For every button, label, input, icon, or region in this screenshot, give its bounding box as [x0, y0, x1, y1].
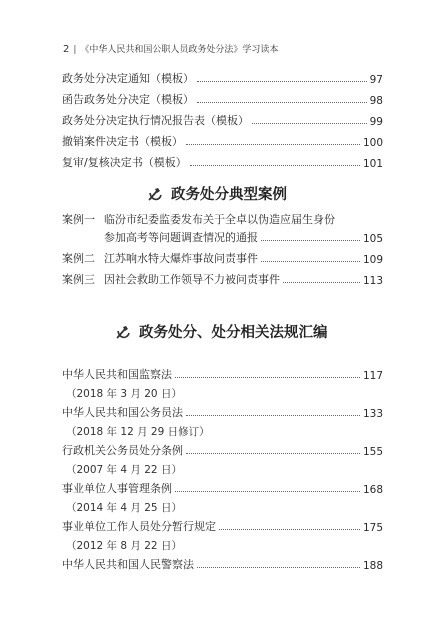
- toc-entry-title: 政务处分决定执行情况报告表（模板）: [62, 114, 249, 127]
- toc-entry-page: 113: [362, 275, 383, 287]
- law-title: 行政机关公务员处分条例: [62, 444, 183, 457]
- running-header: [63, 42, 278, 55]
- toc-entry-page: 99: [369, 116, 383, 128]
- dot-leader: [175, 377, 360, 378]
- toc-entry-case-2[interactable]: [62, 248, 383, 266]
- toc-entry-template-3[interactable]: [62, 110, 383, 128]
- case-label: 案例二: [62, 252, 95, 265]
- toc-entry-page: 101: [362, 158, 383, 170]
- law-title: 中华人民共和国公务员法: [62, 406, 183, 419]
- toc-entry-page: 133: [362, 408, 383, 420]
- toc-entry-template-1[interactable]: [62, 68, 383, 86]
- running-title: 《中华人民共和国公职人员政务处分法》学习读本: [80, 45, 279, 55]
- dot-leader: [252, 123, 367, 124]
- dot-leader: [186, 415, 360, 416]
- dot-leader: [219, 529, 360, 530]
- dot-leader: [197, 102, 367, 103]
- toc-entry-title: 撤销案件决定书（模板）: [62, 135, 183, 148]
- toc-entry-page: 98: [369, 95, 383, 107]
- toc-entry-law-3[interactable]: [62, 440, 383, 458]
- toc-entry-title: 复审/复核决定书（模板）: [62, 156, 187, 169]
- dot-leader: [186, 453, 360, 454]
- toc-entry-case-1[interactable]: [62, 209, 383, 227]
- law-title: 事业单位工作人员处分暂行规定: [62, 520, 216, 533]
- toc-entry-page: 155: [362, 446, 383, 458]
- toc-entry-law-2[interactable]: [62, 402, 383, 420]
- toc-entry-template-4[interactable]: [62, 131, 383, 149]
- section-title: 政务处分典型案例: [171, 187, 287, 203]
- toc-entry-case-1-continued[interactable]: [104, 227, 383, 245]
- toc-entry-template-5[interactable]: [62, 152, 383, 170]
- dot-leader: [186, 144, 360, 145]
- toc-entry-title: 函告政务处分决定（模板）: [62, 93, 194, 106]
- case-label: 案例一: [62, 213, 95, 226]
- law-title: 事业单位人事管理条例: [62, 482, 172, 495]
- case-title: 江苏响水特大爆炸事故问责事件: [104, 252, 258, 265]
- party-emblem-icon: [147, 186, 163, 202]
- header-divider: |: [73, 45, 77, 55]
- section-title: 政务处分、处分相关法规汇编: [139, 325, 328, 341]
- section-heading-laws: [115, 321, 328, 342]
- toc-entry-law-5[interactable]: [62, 516, 383, 534]
- law-date: （2014 年 4 月 25 日）: [66, 502, 182, 514]
- toc-entry-page: 117: [362, 370, 383, 382]
- toc-entry-page: 188: [362, 560, 383, 572]
- law-date: （2007 年 4 月 22 日）: [66, 464, 182, 476]
- law-date: （2012 年 8 月 22 日）: [66, 540, 182, 552]
- dot-leader: [197, 81, 367, 82]
- toc-entry-page: 105: [362, 233, 383, 245]
- case-title: 临汾市纪委监委发布关于全卓以伪造应届生身份: [104, 213, 335, 226]
- dot-leader: [283, 282, 360, 283]
- toc-entry-law-1[interactable]: [62, 364, 383, 382]
- law-title: 中华人民共和国监察法: [62, 368, 172, 381]
- law-title: 中华人民共和国人民警察法: [62, 558, 194, 571]
- dot-leader: [190, 165, 360, 166]
- dot-leader: [261, 240, 360, 241]
- case-label: 案例三: [62, 273, 95, 286]
- toc-entry-page: 100: [362, 137, 383, 149]
- section-heading-cases: [147, 183, 287, 204]
- dot-leader: [175, 491, 360, 492]
- toc-entry-title: 政务处分决定通知（模板）: [62, 72, 194, 85]
- toc-entry-page: 109: [362, 254, 383, 266]
- toc-entry-page: 168: [362, 484, 383, 496]
- page-number: 2: [63, 44, 70, 55]
- toc-entry-case-3[interactable]: [62, 269, 383, 287]
- toc-entry-law-4[interactable]: [62, 478, 383, 496]
- party-emblem-icon: [115, 324, 131, 340]
- toc-entry-template-2[interactable]: [62, 89, 383, 107]
- law-date: （2018 年 12 月 29 日修订）: [66, 426, 210, 438]
- toc-entry-page: 97: [369, 74, 383, 86]
- law-date: （2018 年 3 月 20 日）: [66, 388, 182, 400]
- dot-leader: [261, 261, 360, 262]
- case-title: 因社会救助工作领导不力被问责事件: [104, 273, 280, 286]
- case-title-continued: 参加高考等问题调查情况的通报: [104, 231, 258, 244]
- toc-entry-page: 175: [362, 522, 383, 534]
- dot-leader: [197, 567, 360, 568]
- toc-entry-law-6[interactable]: [62, 554, 383, 572]
